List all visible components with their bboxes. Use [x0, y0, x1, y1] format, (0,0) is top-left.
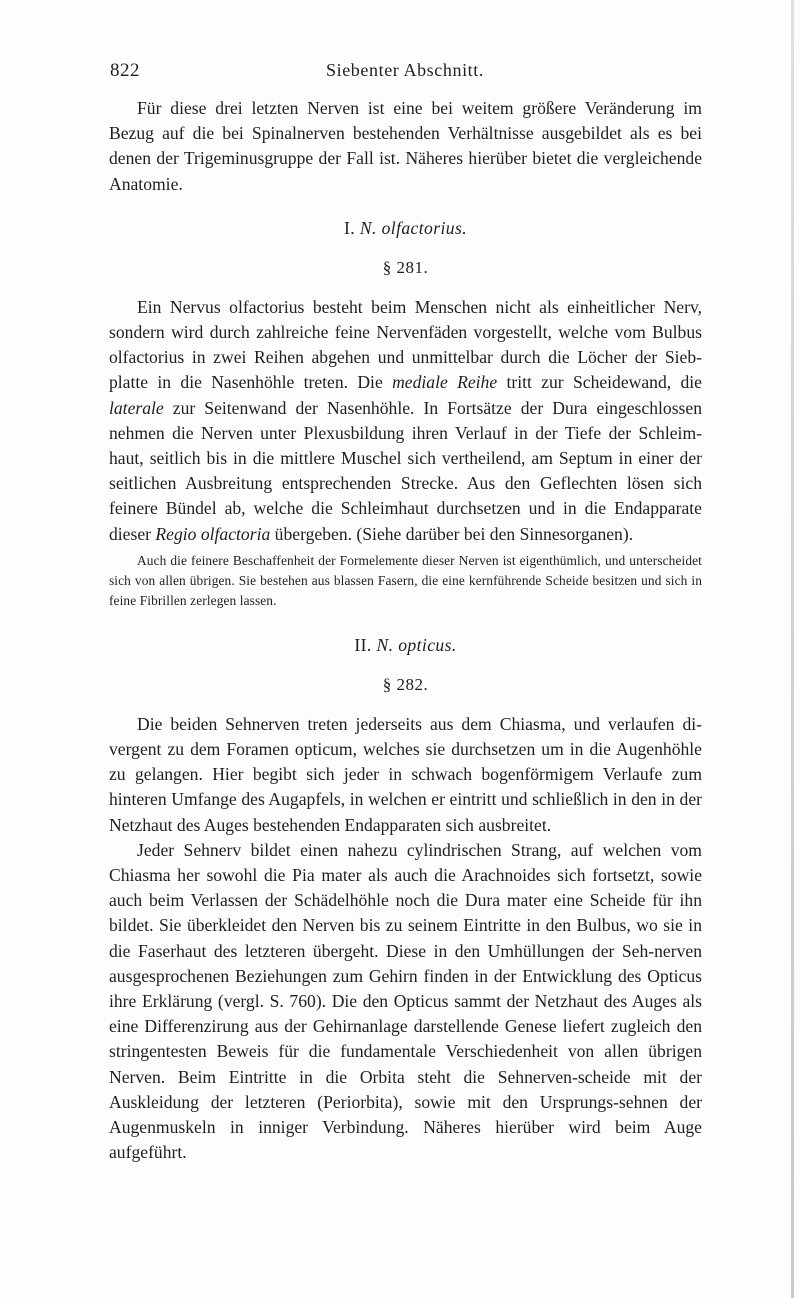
page-number: 822	[110, 60, 140, 81]
emphasis-mediale-reihe: mediale Reihe	[392, 372, 498, 393]
section-heading-opticus	[109, 633, 702, 658]
emphasis-laterale: laterale	[109, 397, 164, 418]
text-run: Ein Nervus olfactorius besteht beim Menschen nicht als einheitlicher Nerv, sondern wird durch zahlreiche feine Nervenfäden vorgestellt, welche vom Bulbus olfactorius in zwei Reihen abgehen und unmittelbar durch die Löcher der Sieb-platte in die Nasenhöhle treten. Die	[109, 296, 702, 393]
section-heading-olfactorius	[109, 216, 702, 241]
small-print-note: Auch die feinere Beschaffenheit der Formelemente dieser Nerven ist eigenthümlich, und unterscheidet sich von allen übrigen. Sie bestehen aus blassen Fasern, die eine kernführende Scheide besitzen und sich in feine Fibrillen zerlegen lassen.	[109, 552, 702, 608]
running-header	[110, 60, 700, 84]
section-name: opticus.	[398, 634, 457, 655]
section-abbrev: N.	[376, 634, 394, 655]
paragraph-number-281: § 281.	[382, 257, 429, 277]
text-run: tritt zur Scheidewand, die	[497, 372, 702, 393]
page-edge-shadow	[791, 0, 794, 1298]
paragraph-number-282: § 282.	[382, 674, 429, 694]
section-numeral: II.	[354, 634, 377, 655]
intro-paragraph: Für diese drei letzten Nerven ist eine bei weitem größere Veränderung im Bezug auf die bei Spinalnerven bestehenden Verhältnisse ausgebildet als es bei denen der Trigeminusgruppe der Fall ist. Näheres hierüber bietet die vergleichende Anatomie.	[109, 98, 702, 194]
opticus-paragraph-1: Die beiden Sehnerven treten jederseits aus dem Chiasma, und verlaufen di-vergent zu dem Foramen opticum, welches sie durchsetzen um in die Augenhöhle zu gelangen. Hier begibt sich jeder in schwach bogenförmigem Verlaufe zum hinteren Umfange des Augapfels, in welchen er eintritt und schließlich in den in der Netzhaut des Auges bestehenden Endapparaten sich ausbreitet.	[109, 713, 702, 835]
text-run: zur Seitenwand der Nasenhöhle. In Fortsätze der Dura eingeschlossen nehmen die Nerven unter Plexusbildung ihren Verlauf in der Tiefe der Schleim-haut, seitlich bis in die mittlere Muschel sich vertheilend, am Septum in einer der seitlichen Ausbreitung entsprechenden Strecke. Aus den Geflechten lösen sich feinere Bündel ab, welche die Schleimhaut durchsetzen und in die Endapparate dieser	[109, 397, 702, 544]
section-abbrev: N.	[359, 217, 377, 238]
running-title: Siebenter Abschnitt.	[326, 60, 484, 80]
section-numeral: I.	[343, 217, 360, 238]
section-name: olfactorius.	[381, 217, 468, 238]
olfactorius-paragraph	[109, 295, 702, 547]
emphasis-regio-olfactoria: Regio olfactoria	[155, 523, 271, 544]
opticus-paragraph-2: Jeder Sehnerv bildet einen nahezu cylindrischen Strang, auf welchen vom Chiasma her sowohl die Pia mater als auch die Arachnoides sich fortsetzt, sowie auch beim Verlassen der Schädelhöhle noch die Dura mater eine Scheide für ihn bildet. Sie überkleidet den Nerven bis zu seinem Eintritte in den Bulbus, wo sie in die Faserhaut des letzteren übergeht. Diese in den Umhüllungen der Seh-nerven ausgesprochenen Beziehungen zum Gehirn finden in der Entwicklung des Opticus ihre Erklärung (vergl. S. 760). Die den Opticus sammt der Netzhaut des Auges als eine Differenzirung aus der Gehirnanlage darstellende Genese liefert zugleich den stringentesten Beweis für die fundamentale Verschiedenheit von allen übrigen Nerven. Beim Eintritte in die Orbita steht die Sehnerven-scheide mit der Auskleidung der letzteren (Periorbita), sowie mit den Ursprungs-sehnen der Augenmuskeln in inniger Verbindung. Näheres hierüber wird beim Auge aufgeführt.	[109, 839, 702, 1163]
page-body	[109, 96, 702, 1166]
text-run: übergeben. (Siehe darüber bei den Sinnesorganen).	[270, 523, 634, 544]
